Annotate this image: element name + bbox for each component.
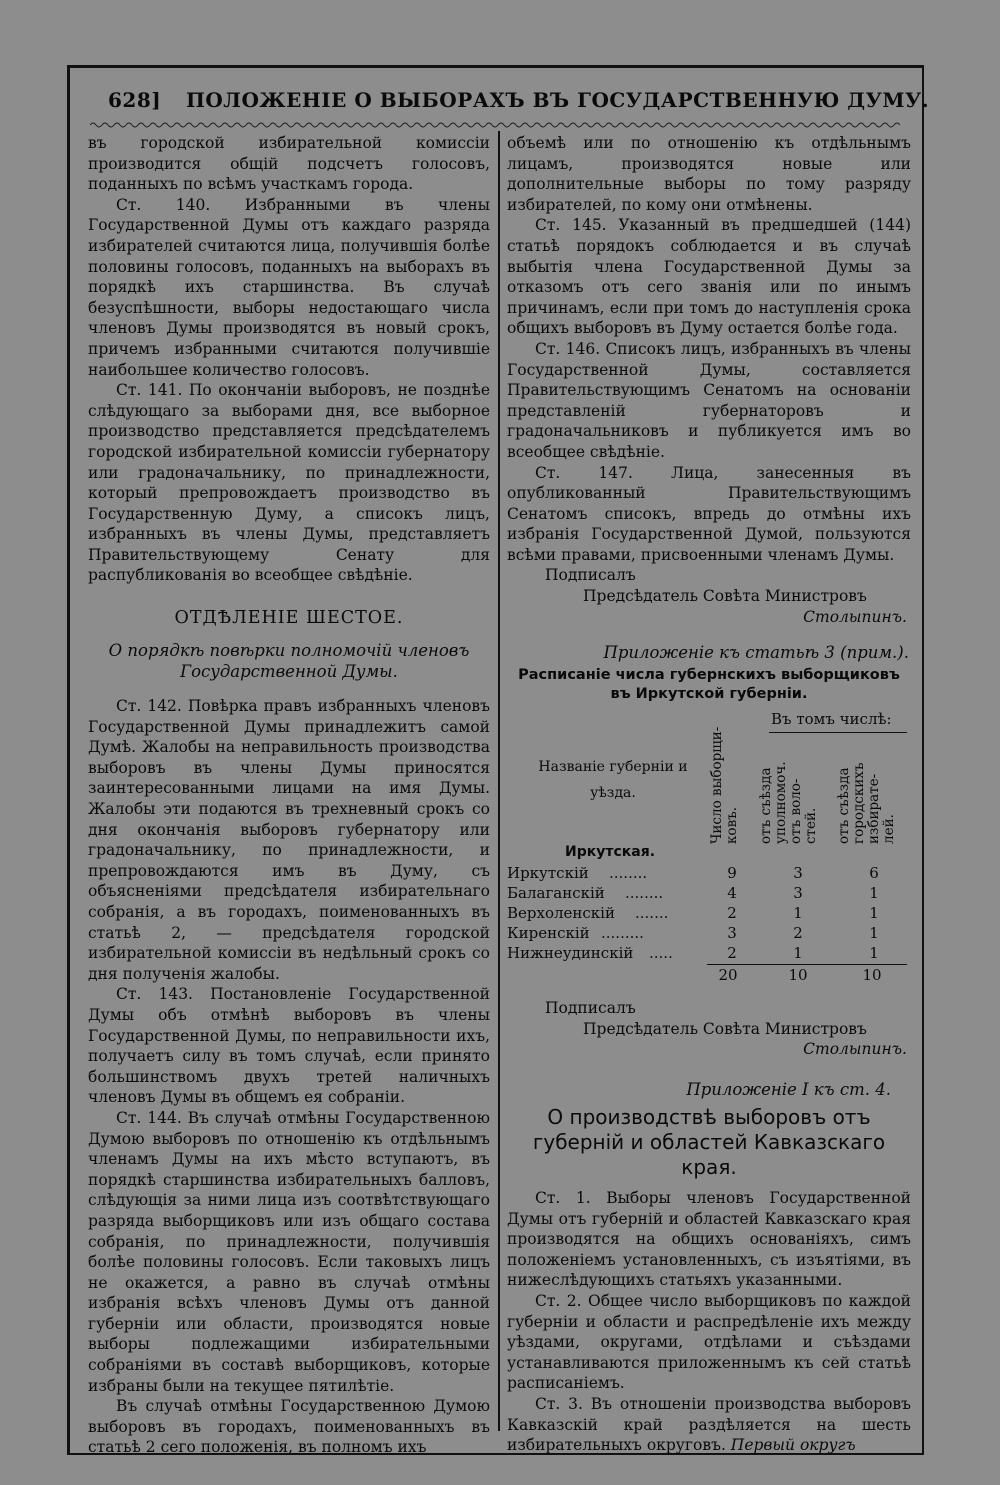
totals-rule bbox=[707, 964, 907, 965]
cell-volost: 10 bbox=[788, 966, 808, 985]
col-total-header: Число выборщи- ковъ. bbox=[709, 726, 740, 845]
leader-dots: ........ bbox=[609, 864, 648, 883]
article-145: Ст. 145. Указанный въ предшедшей (144) статьѣ порядокъ соблюдается и въ случаѣ выбытія члена Государственной Думы за отказомъ отъ сего званія или по инымъ причинамъ, если при томъ до наступленія срока общихъ выборовъ въ Думу остается болѣе года. bbox=[507, 216, 911, 338]
paragraph: Въ случаѣ отмѣны Государственною Думою выборовъ въ городахъ, поименованныхъ въ статьѣ 2 сего положенія, въ полномъ ихъ bbox=[88, 1397, 490, 1457]
article-144: Ст. 144. Въ случаѣ отмѣны Государственною Думою выборовъ по отношенію къ отдѣльнымъ членамъ Думы на ихъ мѣсто вступаютъ, въ порядкѣ старшинства избирательныхъ балловъ, слѣдующія за ними лица изъ соотвѣтствующаго разряда выборщиковъ или изъ общаго состава собранія, по принадлежности, получившія болѣе половины голосовъ. Если таковыхъ лицъ не окажется, а равно въ случаѣ отмѣны избранія всѣхъ членовъ Думы отъ данной губерніи или области, производятся новые выборы подлежащими избирательными собраніями въ составѣ выборщиковъ, которые избраны были на текущее пятилѣтіе. bbox=[88, 1108, 490, 1395]
appendix-label: Приложеніе къ статьѣ 3 (прим.). bbox=[603, 643, 909, 663]
signer-name: Столыпинъ. bbox=[803, 607, 907, 626]
electors-table bbox=[507, 704, 911, 992]
cell-volost: 2 bbox=[793, 924, 803, 943]
table-row bbox=[507, 904, 907, 924]
totals-row bbox=[507, 966, 907, 986]
leader-dots: ......... bbox=[601, 924, 644, 943]
article-3-italic: Первый округъ bbox=[730, 1436, 856, 1455]
col-name-header: Названіе губерніи и уѣзда. bbox=[538, 759, 688, 802]
col-volost-header: отъ съѣзда уполномоч. отъ воло- стей. bbox=[758, 761, 819, 845]
signature-block bbox=[507, 565, 911, 627]
cell-city: 10 bbox=[862, 966, 882, 985]
signer-title: Предсѣдатель Совѣта Министровъ bbox=[583, 587, 867, 606]
wavy-rule bbox=[90, 118, 916, 132]
appendix-title: О производствѣ выборовъ отъ губерній и областей Кавказскаго края. bbox=[532, 1105, 886, 1180]
signed-label: Подписалъ bbox=[545, 999, 636, 1018]
signed-label: Подписалъ bbox=[545, 566, 636, 585]
signature-block bbox=[507, 998, 911, 1060]
section-subtitle: О порядкѣ повѣрки полномочій членовъ Государственной Думы. bbox=[108, 641, 470, 682]
col-city-header: отъ съѣзда городскихъ избирате- лей. bbox=[836, 762, 897, 845]
running-header bbox=[108, 88, 930, 118]
paragraph: въ городской избирательной комиссіи производится общій подсчетъ голосовъ, поданныхъ по всѣмъ участкамъ города. bbox=[88, 134, 490, 194]
article-3 bbox=[507, 1394, 911, 1456]
table-row bbox=[507, 944, 907, 964]
signer-title: Предсѣдатель Совѣта Министровъ bbox=[583, 1019, 867, 1038]
cell-city: 1 bbox=[869, 904, 879, 923]
district-name: Верхоленскій bbox=[507, 904, 615, 923]
cell-total: 4 bbox=[727, 884, 737, 903]
page-number: 628] bbox=[108, 88, 162, 112]
article-142: Ст. 142. Повѣрка правъ избранныхъ членовъ Государственной Думы принадлежитъ самой Думѣ. Жалобы на неправильность производства выборовъ въ члены Думы приносятся заинтересованными лицами на имя Думы. Жалобы эти подаются въ трехневный срокъ со дня окончанія выборовъ губернатору или градоначальнику, по принадлежности, и препровождаются имъ въ Думу, съ объясненіями предсѣдателя избирательнаго собранія, а въ городахъ, поименованныхъ въ статьѣ 2, — предсѣдателя городской избирательной комиссіи въ недѣльный срокъ со дня полученія жалобы. bbox=[88, 697, 490, 983]
cell-total: 2 bbox=[727, 904, 737, 923]
article-2: Ст. 2. Общее число выборщиковъ по каждой губерніи и области и распредѣленіе ихъ между уѣздами, округами, отдѣлами и съѣздами устанавливаются приложеннымъ къ сей статьѣ расписаніемъ. bbox=[507, 1292, 911, 1393]
district-name: Балаганскій bbox=[507, 884, 605, 903]
paragraph: объемѣ или по отношенію къ отдѣльнымъ лицамъ, производятся новые или дополнительные выборы по тому разряду избирателей, по кому они отмѣнены. bbox=[507, 134, 911, 214]
article-1: Ст. 1. Выборы членовъ Государственной Думы отъ губерній и областей Кавказскаго края производятся на общихъ основаніяхъ, симъ положеніемъ установленныхъ, съ изъятіями, въ нижеслѣдующихъ статьяхъ указанными. bbox=[507, 1189, 911, 1290]
cell-volost: 3 bbox=[793, 884, 803, 903]
district-name: Киренскій bbox=[507, 924, 590, 943]
cell-volost: 1 bbox=[793, 904, 803, 923]
leader-dots: ..... bbox=[649, 944, 673, 963]
column-divider bbox=[498, 131, 500, 1431]
in-that-header: Въ томъ числѣ: bbox=[771, 710, 892, 729]
signer-name: Столыпинъ. bbox=[803, 1040, 907, 1059]
article-147: Ст. 147. Лица, занесенныя въ опубликованный Правительствующимъ Сенатомъ списокъ, впредь до отмѣны ихъ избранія Государственной Думой, пользуются всѣми правами, присвоенными членамъ Думы. bbox=[507, 463, 911, 564]
table-title: Расписаніе числа губернскихъ выборщиковъ въ Иркутской губерніи. bbox=[518, 667, 900, 703]
table-row bbox=[507, 884, 907, 904]
district-name: Иркутскій bbox=[507, 864, 589, 883]
group-label: Иркутская. bbox=[565, 844, 656, 861]
article-3-text: Ст. 3. Въ отношеніи производства выборовъ Кавказскій край раздѣляется на шесть избирательныхъ округовъ. bbox=[507, 1394, 911, 1455]
table-row bbox=[507, 864, 907, 884]
section-title: ОТДѢЛЕНIЕ ШЕСТОЕ. bbox=[174, 608, 404, 629]
cell-total: 2 bbox=[727, 944, 737, 963]
appendix-label: Приложеніе I къ ст. 4. bbox=[686, 1080, 891, 1100]
left-column bbox=[88, 133, 490, 1458]
table-row bbox=[507, 924, 907, 944]
article-141: Ст. 141. По окончаніи выборовъ, не позднѣе слѣдующаго за выборами дня, все выборное производство представляется предсѣдателемъ городской избирательной комиссіи губернатору или градоначальнику, по принадлежности, который препровождаетъ производство въ Государственную Думу, а списокъ лицъ, избранныхъ въ члены Думы, представляетъ Правительствующему Сенату для распубликованія во всеобщее свѣдѣніе. bbox=[88, 381, 490, 585]
cell-city: 1 bbox=[869, 944, 879, 963]
leader-dots: ....... bbox=[635, 904, 669, 923]
cell-volost: 3 bbox=[793, 864, 803, 883]
cell-city: 6 bbox=[869, 864, 879, 883]
article-143: Ст. 143. Постановленіе Государственной Думы объ отмѣнѣ выборовъ въ члены Государственной Думы, по неправильности ихъ, получаетъ силу въ томъ случаѣ, если принято большинствомъ двухъ третей наличныхъ членовъ Думы въ общемъ ея собраніи. bbox=[88, 985, 490, 1107]
leader-dots: ........ bbox=[625, 884, 664, 903]
cell-city: 1 bbox=[869, 924, 879, 943]
cell-total: 20 bbox=[718, 966, 738, 985]
cell-total: 9 bbox=[727, 864, 737, 883]
cell-city: 1 bbox=[869, 884, 879, 903]
header-rule bbox=[769, 732, 907, 733]
page-title: ПОЛОЖЕНIЕ О ВЫБОРАХЪ ВЪ ГОСУДАРСТВЕННУЮ ДУМУ. bbox=[186, 88, 930, 112]
district-name: Нижнеудинскій bbox=[507, 944, 634, 963]
cell-volost: 1 bbox=[793, 944, 803, 963]
article-140: Ст. 140. Избранными въ члены Государственной Думы отъ каждаго разряда избирателей считаются лица, получившія болѣе половины голосовъ, поданныхъ на выборахъ въ порядкѣ ихъ старшинства. Въ случаѣ безуспѣшности, выборы недостающаго числа членовъ Думы производятся въ новый срокъ, причемъ избранными считаются получившіе наибольшее количество голосовъ. bbox=[88, 195, 490, 379]
article-146: Ст. 146. Списокъ лицъ, избранныхъ въ члены Государственной Думы, составляется Правительствующимъ Сенатомъ на основаніи представленій губернаторовъ и градоначальниковъ и публикуется имъ во всеобщее свѣдѣніе. bbox=[507, 339, 911, 461]
cell-total: 3 bbox=[727, 924, 737, 943]
right-column bbox=[507, 133, 911, 1456]
